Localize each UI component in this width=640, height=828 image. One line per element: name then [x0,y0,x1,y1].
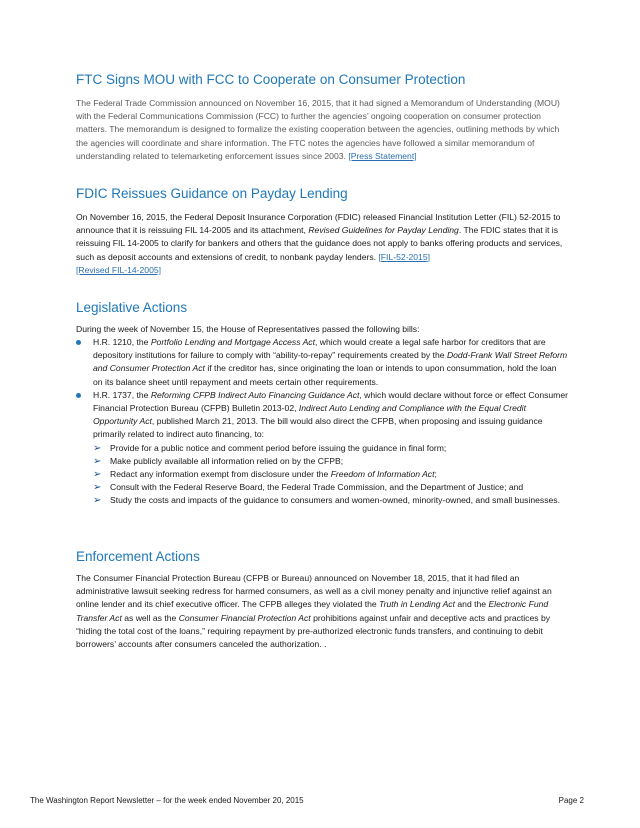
bill-list [76,336,568,508]
bullet-icon [76,340,81,345]
fdic-heading: FDIC Reissues Guidance on Payday Lending [76,186,348,201]
list-item [93,468,568,481]
act-title: Electronic Fund Transfer Act [76,599,549,623]
ftc-heading: FTC Signs MOU with FCC to Cooperate on Consumer Protection [76,72,466,87]
arrow-bullet-icon: ➢ [93,482,102,494]
arrow-bullet-icon: ➢ [93,442,102,454]
fdic-guidance-title: Revised Guidelines for Payday Lending [308,225,459,236]
requirement-text: Make publicly available all information relied on by the CFPB; [110,455,344,466]
requirement-text: Consult with the Federal Reserve Board, the Federal Trade Commission, and the Department of Justice; and [110,482,524,493]
legislative-intro: During the week of November 15, the House of Representatives passed the following bills: [76,324,420,334]
bill-text: , which would declare without force or effect Consumer Financial Protection Bureau (CFPB) Bulletin 2013-02, [93,389,568,414]
requirement-text: Provide for a public notice and comment period before issuing the guidance in final form; [110,442,447,453]
list-item [93,442,568,455]
legislative-heading: Legislative Actions [76,300,188,315]
bill-text: H.R. 1210, the [93,337,151,347]
act-title: Consumer Financial Protection Act [178,612,311,623]
enforcement-text: The Consumer Financial Protection Bureau (CFPB or Bureau) announced on November 18, 2015, that it had filed an administrative lawsuit seeking redress for harmed consumers, as well as a civil money penalty and injunctive relief against an online lender and its chief executive officer. The CFPB alleges they violated the [76,573,552,610]
bulletin-title: Indirect Auto Lending and Compliance with the Equal Credit Opportunity Act [93,403,526,427]
enforcement-heading: Enforcement Actions [76,549,200,564]
bill-title: Portfolio Lending and Mortgage Access Act [150,337,315,347]
footer-newsletter-title: The Washington Report Newsletter – for the week ended November 20, 2015 [30,796,304,805]
ftc-paragraph [76,97,568,163]
act-title: Truth in Lending Act [379,599,455,610]
guidance-requirements-list [93,442,568,508]
list-item [93,494,568,507]
fdic-body-part: On November 16, 2015, the Federal Deposit Insurance Corporation (FDIC) released Financial Institution Letter (FIL) 52-2015 to announce that it is reissuing FIL 14-2005 and its attachment, [76,212,561,236]
arrow-bullet-icon: ➢ [93,469,102,481]
fdic-body-part: . The FDIC states that it is reissuing FIL 14-2005 to clarify for bankers and others that the guidance does not apply to banks offering products and services, such as deposit accounts and extensions of credit, to nonbank payday lenders. [76,225,563,262]
enforcement-paragraph [76,572,568,651]
press-statement-link[interactable]: [Press Statement] [348,150,417,161]
list-item [76,389,568,508]
requirement-text: Study the costs and impacts of the guidance to consumers and women-owned, minority-owned, and small businesses. [110,495,560,506]
bill-text: , which would create a legal safe harbor for creditors that are depository institutions for failure to comply with “ability-to-repay” requirements created by the [93,337,546,361]
fdic-paragraph [76,211,568,277]
fil-52-2015-link[interactable]: [FIL-52-2015] [378,251,430,262]
enforcement-text: prohibitions against unfair and deceptive acts and practices by “hiding the total cost of the loans,” requiring repayment by pre-authorized electronic funds transfers, and continuing to debit borrowers’ accounts after consumers canceled the authorization. . [76,612,551,650]
bill-title: Reforming CFPB Indirect Auto Financing Guidance Act [150,389,360,400]
act-title: Freedom of Information Act [330,469,435,480]
list-item [93,455,568,468]
bill-text: , published March 21, 2013. The bill would also direct the CFPB, when proposing and issuing guidance primarily related to indirect auto financing, to: [93,416,543,440]
requirement-text: Redact any information exempt from disclosure under the [110,469,331,480]
enforcement-text: and the [455,599,489,610]
enforcement-text: as well as the [121,612,179,623]
bullet-icon [76,393,81,398]
arrow-bullet-icon: ➢ [93,455,102,467]
act-title: Dodd-Frank Wall Street Reform and Consumer Protection Act [93,350,568,374]
ftc-body: The Federal Trade Commission announced on November 16, 2015, that it had signed a Memorandum of Understanding (MOU) with the Federal Communications Commission (FCC) to further the agencies’ ongoing cooperation on consumer protection matters. The memorandum is designed to formalize the existing cooperation between the agencies, outlining methods by which the agencies will coordinate and share information. The FTC notes the agencies have followed a similar memorandum of understanding related to telemarketing enforcement issues since 2003. [76,98,560,161]
page-number: Page 2 [558,796,584,805]
list-item [93,481,568,494]
bill-text: H.R. 1737, the [93,389,151,400]
bill-text: if the creditor has, since originating the loan or intends to upon consummation, hold the loan on its balance sheet until repayment and meets certain other requirements. [93,363,557,387]
arrow-bullet-icon: ➢ [93,495,102,507]
requirement-text: ; [434,469,437,480]
revised-fil-14-2005-link[interactable]: [Revised FIL-14-2005] [76,264,162,275]
list-item [76,336,568,389]
